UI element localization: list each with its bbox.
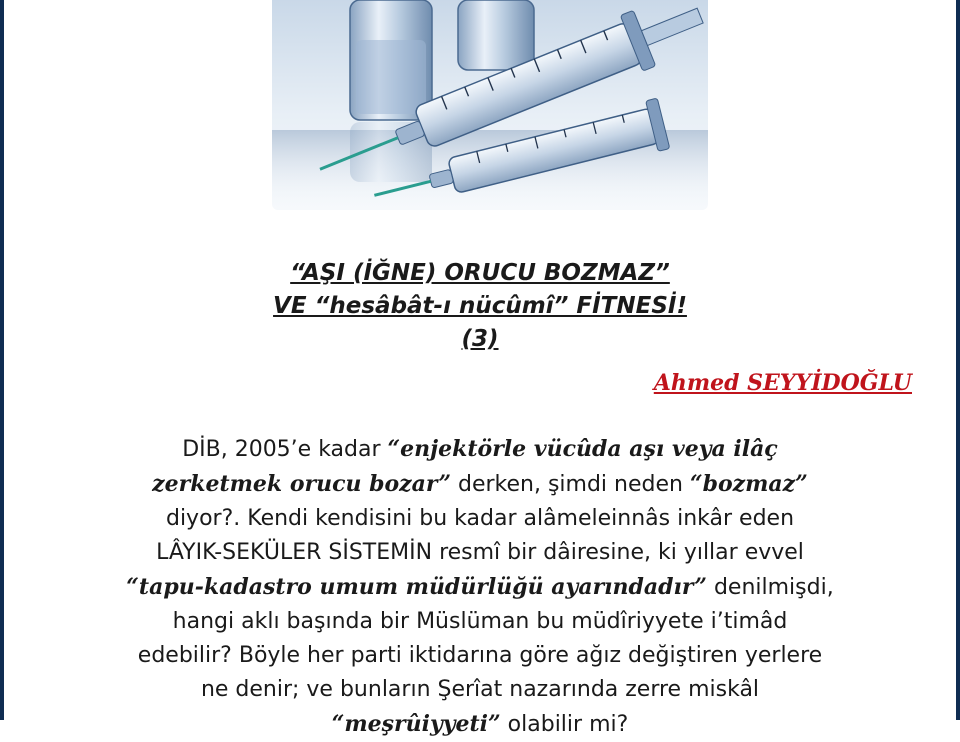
body-line-1	[40, 432, 920, 467]
body-line-8: ne denir; ve bunların Şerîat nazarında zerre miskâl	[200, 677, 760, 702]
body-line-9	[40, 707, 920, 742]
emphasis-quote: zerketmek orucu bozar”	[152, 471, 451, 497]
article-body	[40, 432, 920, 742]
author-name: Ahmed SEYYİDOĞLU	[653, 370, 912, 396]
body-text: derken, şimdi neden	[450, 472, 690, 497]
body-line-3: diyor?. Kendi kendisini bu kadar alâmeleinnâs inkâr eden	[165, 506, 795, 531]
emphasis-quote: “meşrûiyyeti”	[331, 711, 501, 737]
title-line-2: VE “hesâbât-ı nücûmî” FİTNESİ!	[273, 293, 687, 319]
body-line-6: hangi aklı başında bir Müslüman bu müdîriyyete i’timâd	[172, 609, 788, 634]
emphasis-quote: “bozmaz”	[689, 471, 808, 497]
title-line-1: “AŞI (İĞNE) ORUCU BOZMAZ”	[290, 260, 670, 286]
title-part-number: (3)	[461, 326, 499, 352]
body-text: DİB, 2005’e kadar	[182, 437, 388, 462]
body-line-4: LÂYIK-SEKÜLER SİSTEMİN resmî bir dâiresine, ki yıllar evvel	[156, 540, 804, 565]
right-border	[956, 0, 960, 720]
body-line-5	[40, 570, 920, 605]
vaccine-syringe-photo	[272, 0, 708, 210]
emphasis-quote: “enjektörle vücûda aşı veya ilâç	[387, 436, 778, 462]
emphasis-quote: “tapu-kadastro umum müdürlüğü ayarındadır”	[126, 574, 707, 600]
left-border	[0, 0, 4, 720]
body-line-2	[40, 467, 920, 502]
body-text: olabilir mi?	[500, 712, 629, 737]
body-text: denilmişdi,	[706, 575, 834, 600]
body-line-7: edebilir? Böyle her parti iktidarına göre ağız değiştiren yerlere	[137, 643, 823, 668]
